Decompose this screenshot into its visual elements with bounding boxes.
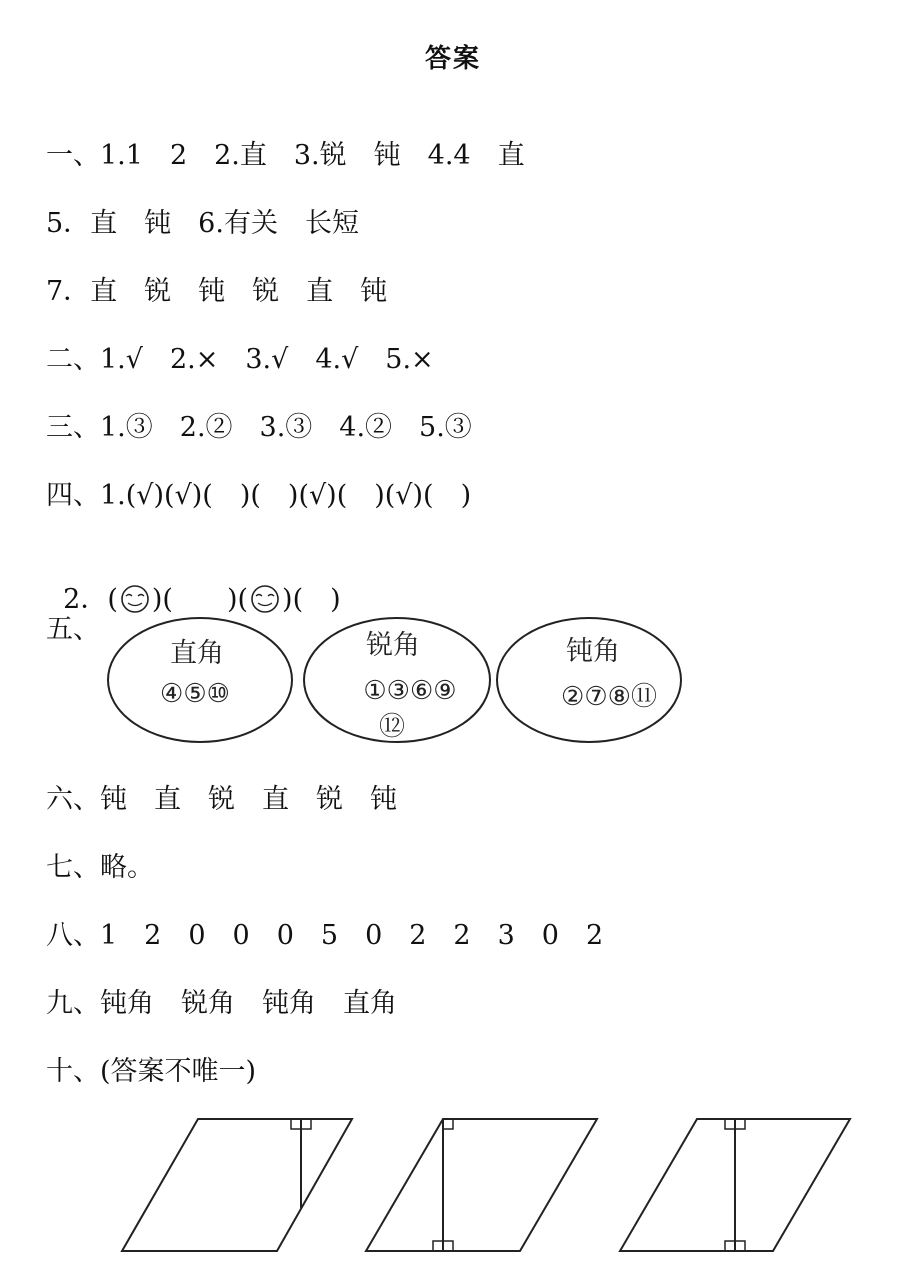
oval-obtuse-angle-label: 钝角 — [566, 636, 620, 667]
answer-line-5: 三、1.③ 2.② 3.③ 4.② 5.③ — [46, 412, 472, 443]
oval-obtuse-angle — [497, 618, 681, 742]
answer-line-8: 五、 — [46, 614, 100, 645]
oval-acute-angle — [304, 618, 490, 742]
q2-part-b: )( )( — [151, 584, 249, 615]
parallelogram-3 — [620, 1119, 850, 1251]
answer-line-11: 八、1 2 0 0 0 5 0 2 2 3 0 2 — [46, 920, 604, 951]
answer-line-10: 七、略。 — [46, 852, 154, 883]
q2-part-c: )( ) — [282, 584, 341, 615]
oval-right-angle — [108, 618, 292, 742]
answer-line-2: 5．直 钝 6.有关 长短 — [46, 208, 359, 239]
oval-right-angle-label: 直角 — [170, 638, 224, 669]
answer-line-1: 一、1.1 2 2.直 3.锐 钝 4.4 直 — [46, 140, 525, 171]
parallelogram-1 — [122, 1119, 352, 1251]
answer-line-4: 二、1.√ 2.× 3.√ 4.√ 5.× — [46, 344, 434, 375]
answer-line-6: 四、1.(√)(√)( )( )(√)( )(√)( ) — [46, 480, 472, 511]
oval-acute-angle-label: 锐角 — [366, 630, 420, 661]
answer-line-3: 7．直 锐 钝 锐 直 钝 — [46, 276, 388, 307]
oval-obtuse-angle-items: ②⑦⑧⑪ — [561, 682, 657, 712]
oval-right-angle-items: ④⑤⑩ — [160, 679, 230, 709]
parallelogram-figures — [0, 1105, 906, 1265]
page-title: 答案 — [424, 44, 481, 74]
answer-line-9: 六、钝 直 锐 直 锐 钝 — [46, 784, 397, 815]
parallelogram-2 — [366, 1119, 597, 1251]
oval-acute-angle-items: ①③⑥⑨ — [363, 676, 457, 706]
q2-part-a: 2．( — [63, 584, 118, 615]
answer-line-13: 十、(答案不唯一) — [46, 1056, 257, 1087]
angle-classification-ovals — [0, 610, 906, 760]
answer-line-7 — [46, 546, 341, 618]
answer-line-12: 九、钝角 锐角 钝角 直角 — [46, 988, 397, 1019]
oval-acute-angle-items-2: ⑫ — [378, 712, 406, 742]
